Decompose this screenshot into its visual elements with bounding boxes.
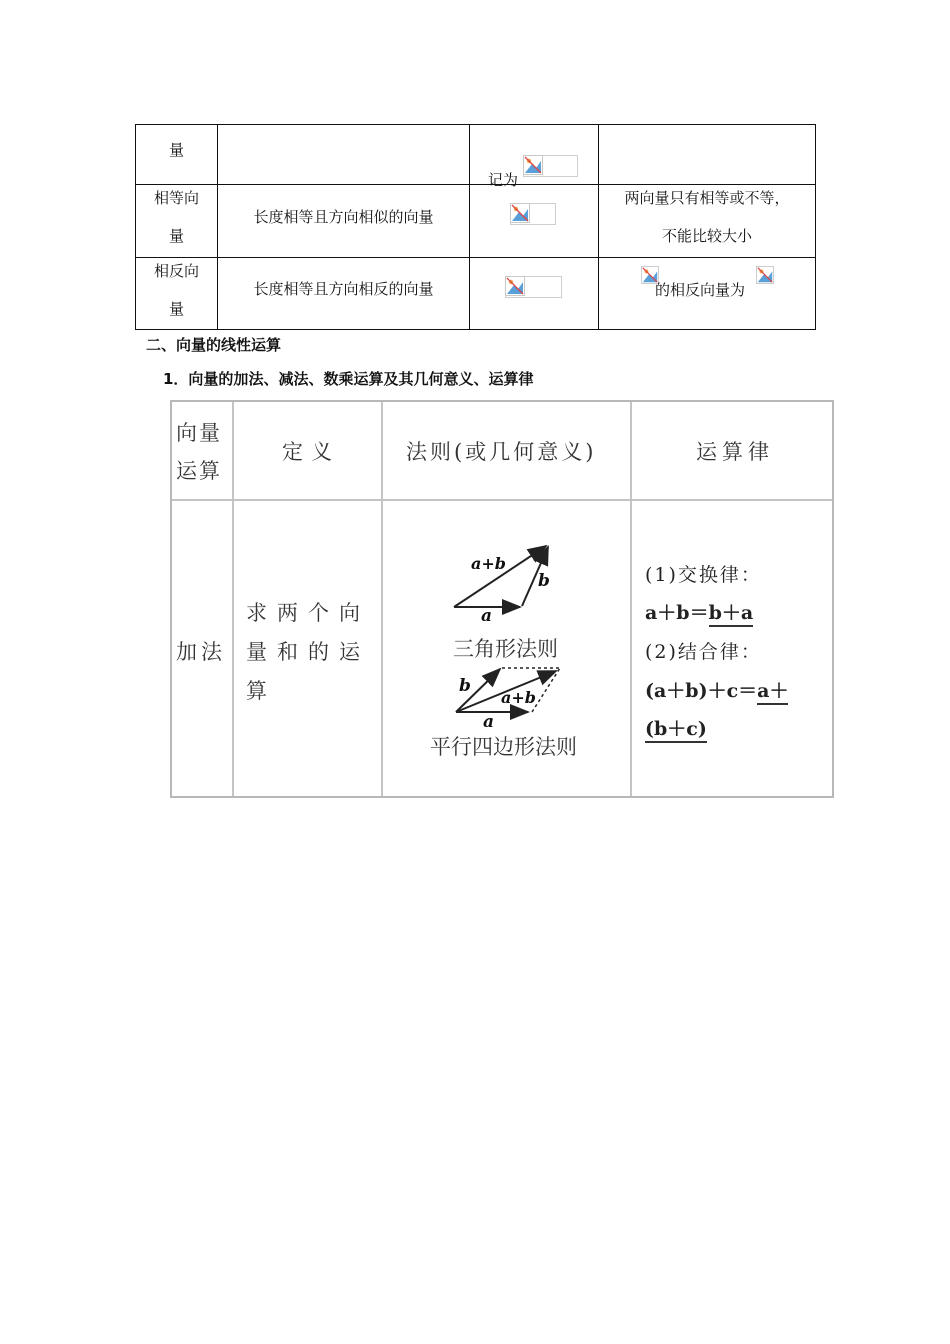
section-heading: 二、向量的线性运算 (146, 336, 282, 354)
header-rule: 法则(或几何意义) (406, 440, 597, 464)
row3-name-line1: 相反向 (153, 262, 199, 280)
header-op-line2: 运算 (176, 459, 222, 483)
parallelogram-label-sum: a+b (501, 688, 536, 707)
row-divider (172, 499, 832, 501)
row1-name: 量 (168, 141, 184, 159)
column-divider (381, 402, 383, 796)
row-divider (136, 257, 815, 258)
law-commutative-answer: b＋a (709, 602, 754, 627)
row2-note-line1: 两向量只有相等或不等， (624, 189, 790, 207)
definition-line1: 求两个向 (246, 601, 370, 625)
definition-line2: 量和的运 (246, 640, 370, 664)
column-divider (469, 125, 470, 329)
law-associative-answer-part1: a＋ (757, 680, 788, 705)
row3-note: 的相反向量为 (655, 281, 746, 299)
row-divider (136, 184, 815, 185)
sub-heading: 1．向量的加法、减法、数乘运算及其几何意义、运算律 (163, 370, 534, 388)
definition-line3: 算 (246, 679, 277, 703)
triangle-label-a: a (481, 606, 493, 626)
law-commutative-formula (645, 598, 753, 625)
parallelogram-label-b: b (459, 676, 471, 696)
column-divider (232, 402, 234, 796)
row2-name-line2: 量 (168, 227, 184, 245)
triangle-label-sum: a+b (471, 554, 506, 573)
broken-image-icon (756, 265, 774, 285)
law-associative-continued (645, 714, 707, 741)
row3-name-line2: 量 (168, 300, 184, 318)
row2-note-line2: 不能比较大小 (661, 227, 752, 245)
row1-notation-label: 记为 (488, 171, 519, 189)
law-commutative-title: (1)交换律： (645, 564, 762, 586)
law-associative-formula (645, 676, 788, 703)
row2-name-line1: 相等向 (153, 189, 199, 207)
row3-definition: 长度相等且方向相反的向量 (253, 280, 434, 298)
column-divider (630, 402, 632, 796)
header-definition: 定义 (282, 440, 340, 464)
law-commutative-left: a＋b＝ (645, 602, 709, 624)
law-associative-left: (a＋b)＋c＝ (645, 680, 758, 702)
row2-definition: 长度相等且方向相似的向量 (253, 208, 434, 226)
law-associative-answer-part2: (b＋c) (645, 718, 707, 743)
op-addition: 加法 (176, 640, 226, 664)
broken-image-icon (505, 276, 525, 296)
triangle-caption: 三角形法则 (453, 637, 558, 661)
parallelogram-label-a: a (483, 712, 495, 732)
parallelogram-caption: 平行四边形法则 (430, 735, 577, 759)
broken-image-icon (523, 155, 543, 175)
header-law: 运算律 (696, 440, 774, 464)
law-associative-title: (2)结合律： (645, 641, 762, 663)
triangle-label-b: b (538, 571, 550, 591)
broken-image-icon (510, 203, 530, 223)
header-op-line1: 向量 (176, 421, 222, 445)
